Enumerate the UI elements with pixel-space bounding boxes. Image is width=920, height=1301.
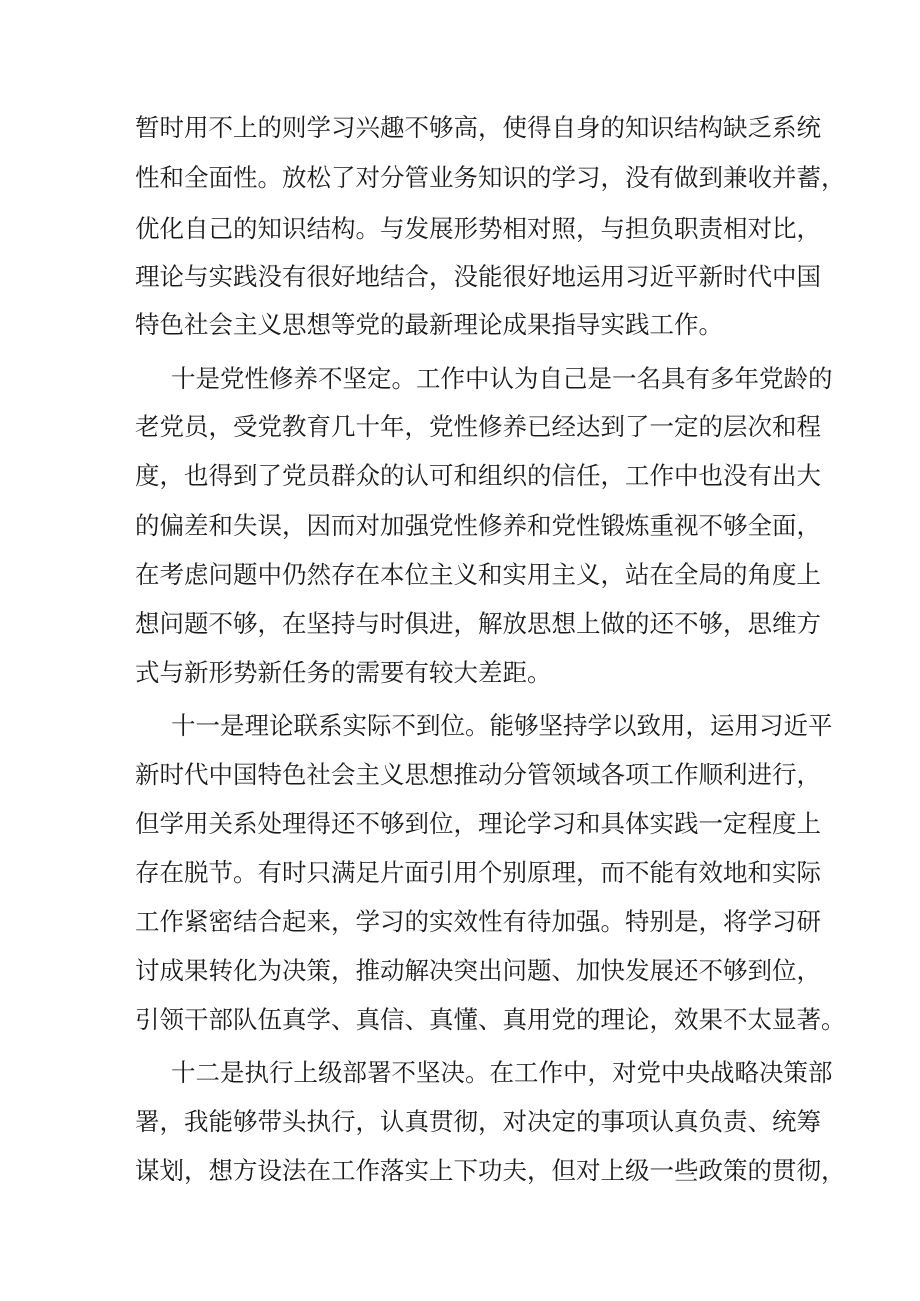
- paragraph-1-line-4: 理论与实践没有很好地结合，没能很好地运用习近平新时代中国: [135, 262, 821, 291]
- paragraph-2-line-3: 度，也得到了党员群众的认可和组织的信任，工作中也没有出大: [135, 461, 821, 490]
- paragraph-4-line-3: 谋划，想方设法在工作落实上下功夫，但对上级一些政策的贯彻，: [135, 1156, 846, 1185]
- paragraph-1-line-5: 特色社会主义思想等党的最新理论成果指导实践工作。: [135, 310, 723, 339]
- paragraph-2-line-4: 的偏差和失误，因而对加强党性修养和党性锻炼重视不够全面，: [135, 511, 821, 540]
- paragraph-1-line-2: 性和全面性。放松了对分管业务知识的学习，没有做到兼收并蓄，: [135, 163, 846, 192]
- paragraph-1-line-1: 暂时用不上的则学习兴趣不够高，使得自身的知识结构缺乏系统: [135, 113, 821, 142]
- paragraph-3-line-5: 工作紧密结合起来，学习的实效性有待加强。特别是，将学习研: [135, 907, 821, 936]
- paragraph-2-line-1: 十是党性修养不坚定。工作中认为自己是一名具有多年党龄的: [171, 364, 833, 393]
- paragraph-4-line-1: 十二是执行上级部署不坚决。在工作中，对党中央战略决策部: [171, 1058, 833, 1087]
- paragraph-3-line-6: 讨成果转化为决策，推动解决突出问题、加快发展还不够到位，: [135, 956, 821, 985]
- paragraph-2-line-2: 老党员，受党教育几十年，党性修养已经达到了一定的层次和程: [135, 412, 821, 441]
- paragraph-2-line-6: 想问题不够，在坚持与时俱进，解放思想上做的还不够，思维方: [135, 609, 821, 638]
- paragraph-2-line-7: 式与新形势新任务的需要有较大差距。: [135, 658, 552, 687]
- paragraph-3-line-7: 引领干部队伍真学、真信、真懂、真用党的理论，效果不太显著。: [135, 1005, 846, 1034]
- paragraph-1-line-3: 优化自己的知识结构。与发展形势相对照，与担负职责相对比，: [135, 214, 821, 243]
- paragraph-3-line-4: 存在脱节。有时只满足片面引用个别原理，而不能有效地和实际: [135, 858, 821, 887]
- paragraph-3-line-1: 十一是理论联系实际不到位。能够坚持学以致用，运用习近平: [171, 711, 833, 740]
- paragraph-2-line-5: 在考虑问题中仍然存在本位主义和实用主义，站在全局的角度上: [135, 560, 821, 589]
- paragraph-3-line-2: 新时代中国特色社会主义思想推动分管领域各项工作顺利进行，: [135, 760, 821, 789]
- paragraph-3-line-3: 但学用关系处理得还不够到位，理论学习和具体实践一定程度上: [135, 809, 821, 838]
- paragraph-4-line-2: 署，我能够带头执行，认真贯彻，对决定的事项认真负责、统筹: [135, 1107, 821, 1136]
